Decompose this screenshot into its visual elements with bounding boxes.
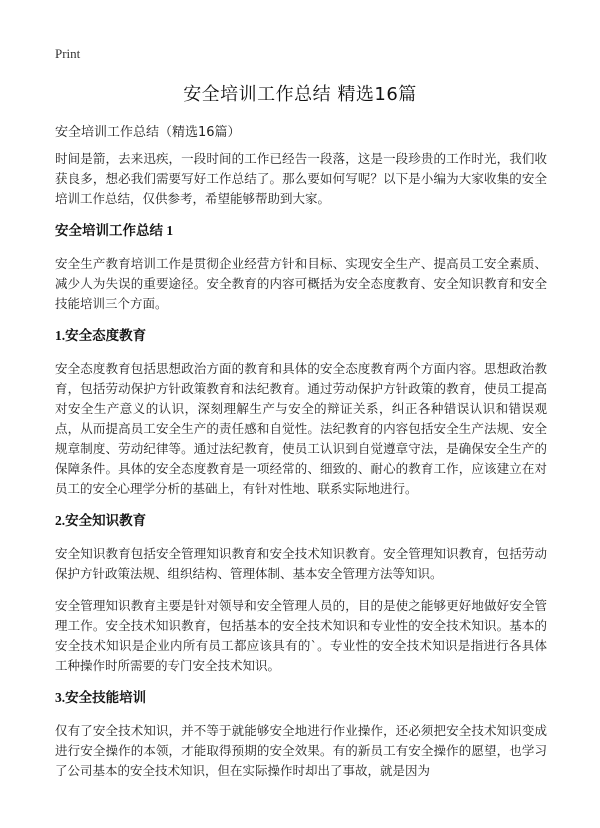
document-subtitle: 安全培训工作总结（精选16篇） (55, 125, 241, 140)
attitude-education-paragraph: 安全态度教育包括思想政治方面的教育和具体的安全态度教育两个方面内容。思想政治教育，包括劳动保护方针政策教育和法纪教育。通过劳动保护方针政策的教育，使员工提高对安全生产意义的认识，深刻理解生产与安全的辩证关系，纠正各种错误认识和错误观点，从而提高员工安全生产的责任感和自觉性。法纪教育的内容包括安全生产法规、安全规章制度、劳动纪律等。通过法纪教育，使员工认识到自觉遵章守法，是确保安全生产的保障条件。具体的安全态度教育是一项经常的、细致的、耐心的教育工作，应该建立在对员工的安全心理学分析的基础上，有针对性地、联系实际地进行。 (55, 361, 547, 496)
knowledge-education-paragraph-1: 安全知识教育包括安全管理知识教育和安全技术知识教育。安全管理知识教育，包括劳动保护方针政策法规、组织结构、管理体制、基本安全管理方法等知识。 (55, 546, 547, 581)
skill-training-paragraph: 仅有了安全技术知识，并不等于就能够安全地进行作业操作，还必须把安全技术知识变成进行安全操作的本领，才能取得预期的安全效果。有的新员工有安全操作的愿望，也学习了公司基本的安全技术知识，但在实际操作时却出了事故，就是因为 (55, 723, 547, 778)
print-link[interactable]: Print (55, 46, 81, 61)
page-title: 安全培训工作总结 精选16篇 (183, 84, 417, 105)
subheading-attitude-education: 1.安全态度教育 (55, 328, 147, 343)
subheading-skill-training: 3.安全技能培训 (55, 690, 147, 705)
subheading-knowledge-education: 2.安全知识教育 (55, 513, 147, 528)
intro-paragraph: 时间是箭，去来迅疾，一段时间的工作已经告一段落，这是一段珍贵的工作时光，我们收获良多，想必我们需要写好工作总结了。那么要如何写呢？以下是小编为大家收集的安全培训工作总结，仅供参考，希望能够帮助到大家。 (55, 151, 547, 206)
section-1-paragraph: 安全生产教育培训工作是贯彻企业经营方针和目标、实现安全生产、提高员工安全素质、减少人为失误的重要途径。安全教育的内容可概括为安全态度教育、安全知识教育和安全技能培训三个方面。 (55, 256, 547, 311)
section-heading-1: 安全培训工作总结 1 (55, 223, 174, 238)
knowledge-education-paragraph-2: 安全管理知识教育主要是针对领导和安全管理人员的，目的是使之能够更好地做好安全管理工作。安全技术知识教育，包括基本的安全技术知识和专业性的安全技术知识。基本的安全技术知识是企业内所有员工都应该具有的`。专业性的安全技术知识是指进行各具体工种操作时所需要的专门安全技术知识。 (55, 598, 547, 673)
document-body (55, 149, 547, 793)
